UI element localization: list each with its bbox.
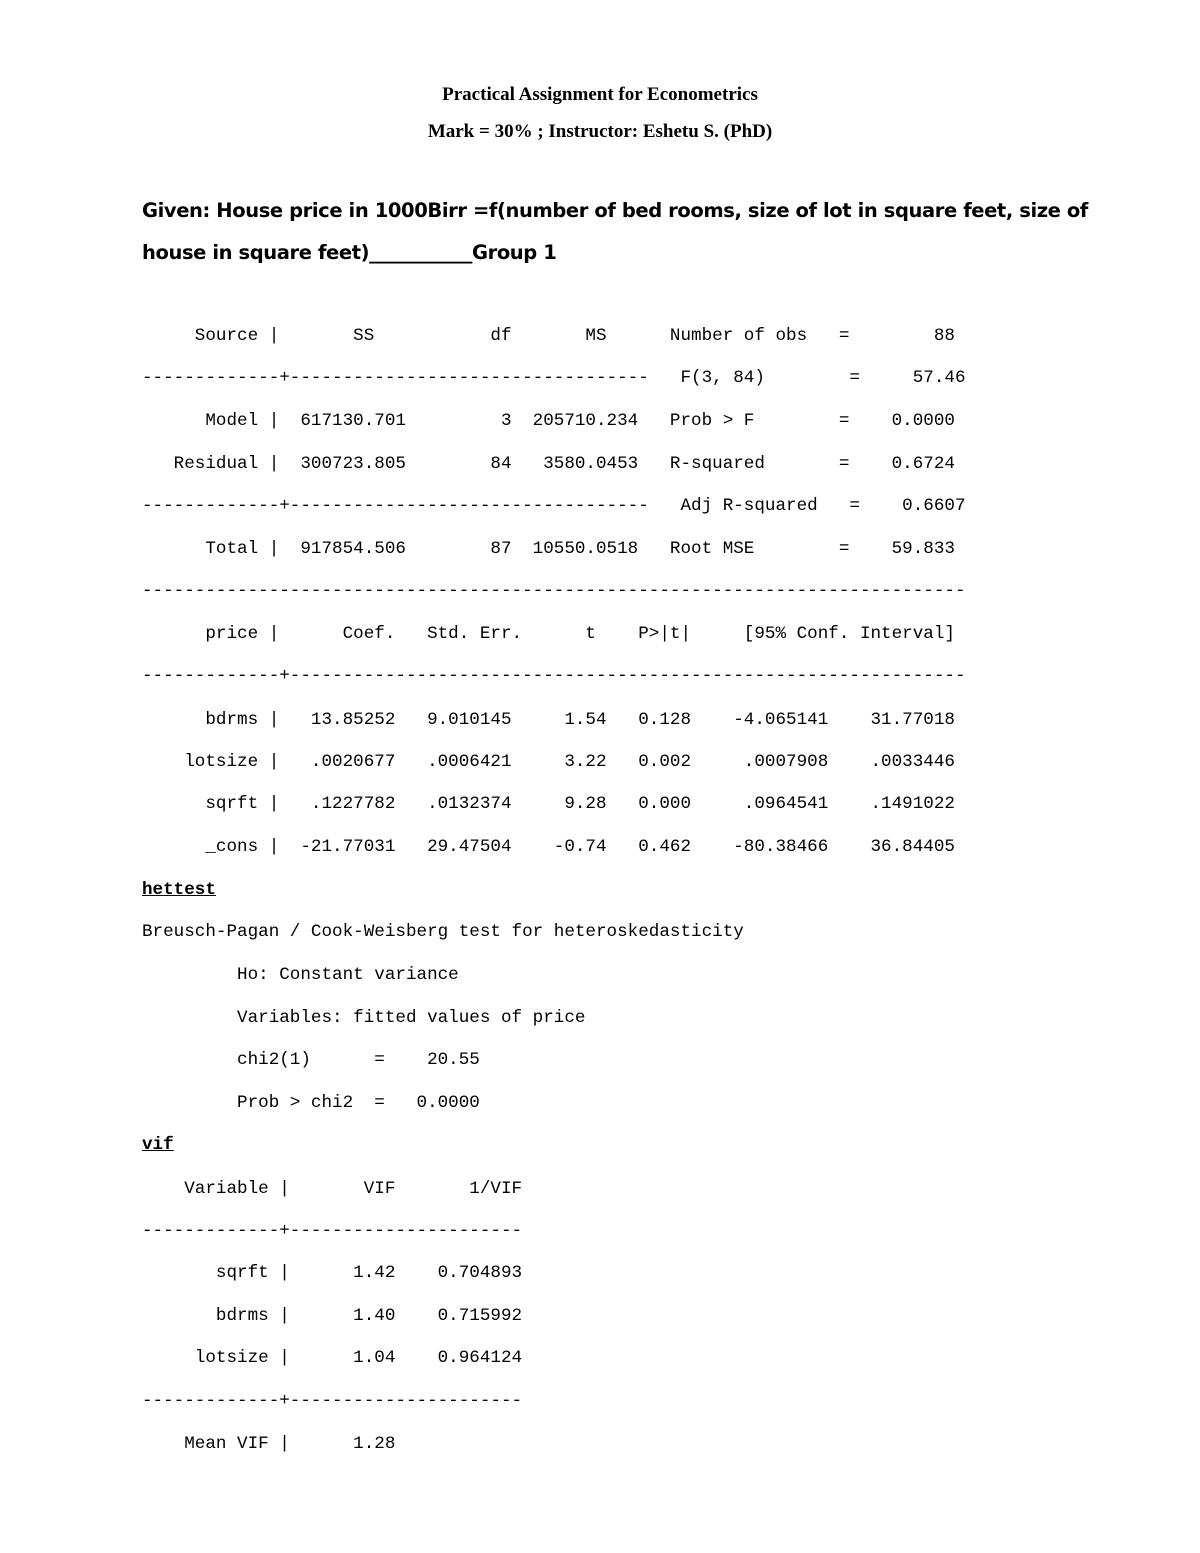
hettest-variables: Variables: fitted values of price	[142, 1008, 586, 1028]
page-subtitle: Mark = 30% ; Instructor: Eshetu S. (PhD)	[427, 121, 773, 142]
anova-model-row: Model | 617130.701 3 205710.234 Prob > F = 0.0000	[142, 411, 955, 431]
anova-total-row: Total | 917854.506 87 10550.0518 Root MSE = 59.833	[142, 539, 955, 559]
hettest-title: Breusch-Pagan / Cook-Weisberg test for heteroskedasticity	[142, 922, 744, 942]
given-statement-line-2: house in square feet)___________Group 1	[142, 241, 557, 264]
vif-row-lotsize: lotsize | 1.04 0.964124	[142, 1348, 523, 1368]
coefficient-row-cons: _cons | -21.77031 29.47504 -0.74 0.462 -80.38466 36.84405	[142, 837, 955, 857]
anova-header: Source | SS df MS Number of obs = 88	[142, 326, 955, 346]
hettest-prob: Prob > chi2 = 0.0000	[142, 1093, 480, 1113]
vif-separator-1: -------------+----------------------	[142, 1221, 523, 1241]
coefficient-row-bdrms: bdrms | 13.85252 9.010145 1.54 0.128 -4.065141 31.77018	[142, 710, 955, 730]
vif-row-sqrft: sqrft | 1.42 0.704893	[142, 1263, 523, 1283]
coefficient-separator: -------------+----------------------------------------------------------------	[142, 666, 966, 686]
coefficient-row-lotsize: lotsize | .0020677 .0006421 3.22 0.002 .0007908 .0033446	[142, 752, 955, 772]
coefficient-header: price | Coef. Std. Err. t P>|t| [95% Conf. Interval]	[142, 624, 955, 644]
hettest-null-hypothesis: Ho: Constant variance	[142, 965, 459, 985]
hettest-chi2: chi2(1) = 20.55	[142, 1050, 480, 1070]
given-statement-line-1: Given: House price in 1000Birr =f(number of bed rooms, size of lot in square feet, size of	[142, 199, 1088, 222]
coefficient-row-sqrft: sqrft | .1227782 .0132374 9.28 0.000 .0964541 .1491022	[142, 794, 955, 814]
vif-header: Variable | VIF 1/VIF	[142, 1179, 523, 1199]
anova-separator-1: -------------+---------------------------------- F(3, 84) = 57.46	[142, 368, 966, 388]
anova-residual-row: Residual | 300723.805 84 3580.0453 R-squared = 0.6724	[142, 454, 955, 474]
vif-mean: Mean VIF | 1.28	[142, 1434, 396, 1454]
full-separator: ------------------------------------------------------------------------------	[142, 581, 966, 601]
vif-row-bdrms: bdrms | 1.40 0.715992	[142, 1306, 523, 1326]
vif-command: vif	[142, 1135, 174, 1155]
hettest-command: hettest	[142, 880, 216, 900]
anova-separator-2: -------------+---------------------------------- Adj R-squared = 0.6607	[142, 496, 966, 516]
page-title: Practical Assignment for Econometrics	[442, 84, 758, 105]
vif-separator-2: -------------+----------------------	[142, 1391, 523, 1411]
